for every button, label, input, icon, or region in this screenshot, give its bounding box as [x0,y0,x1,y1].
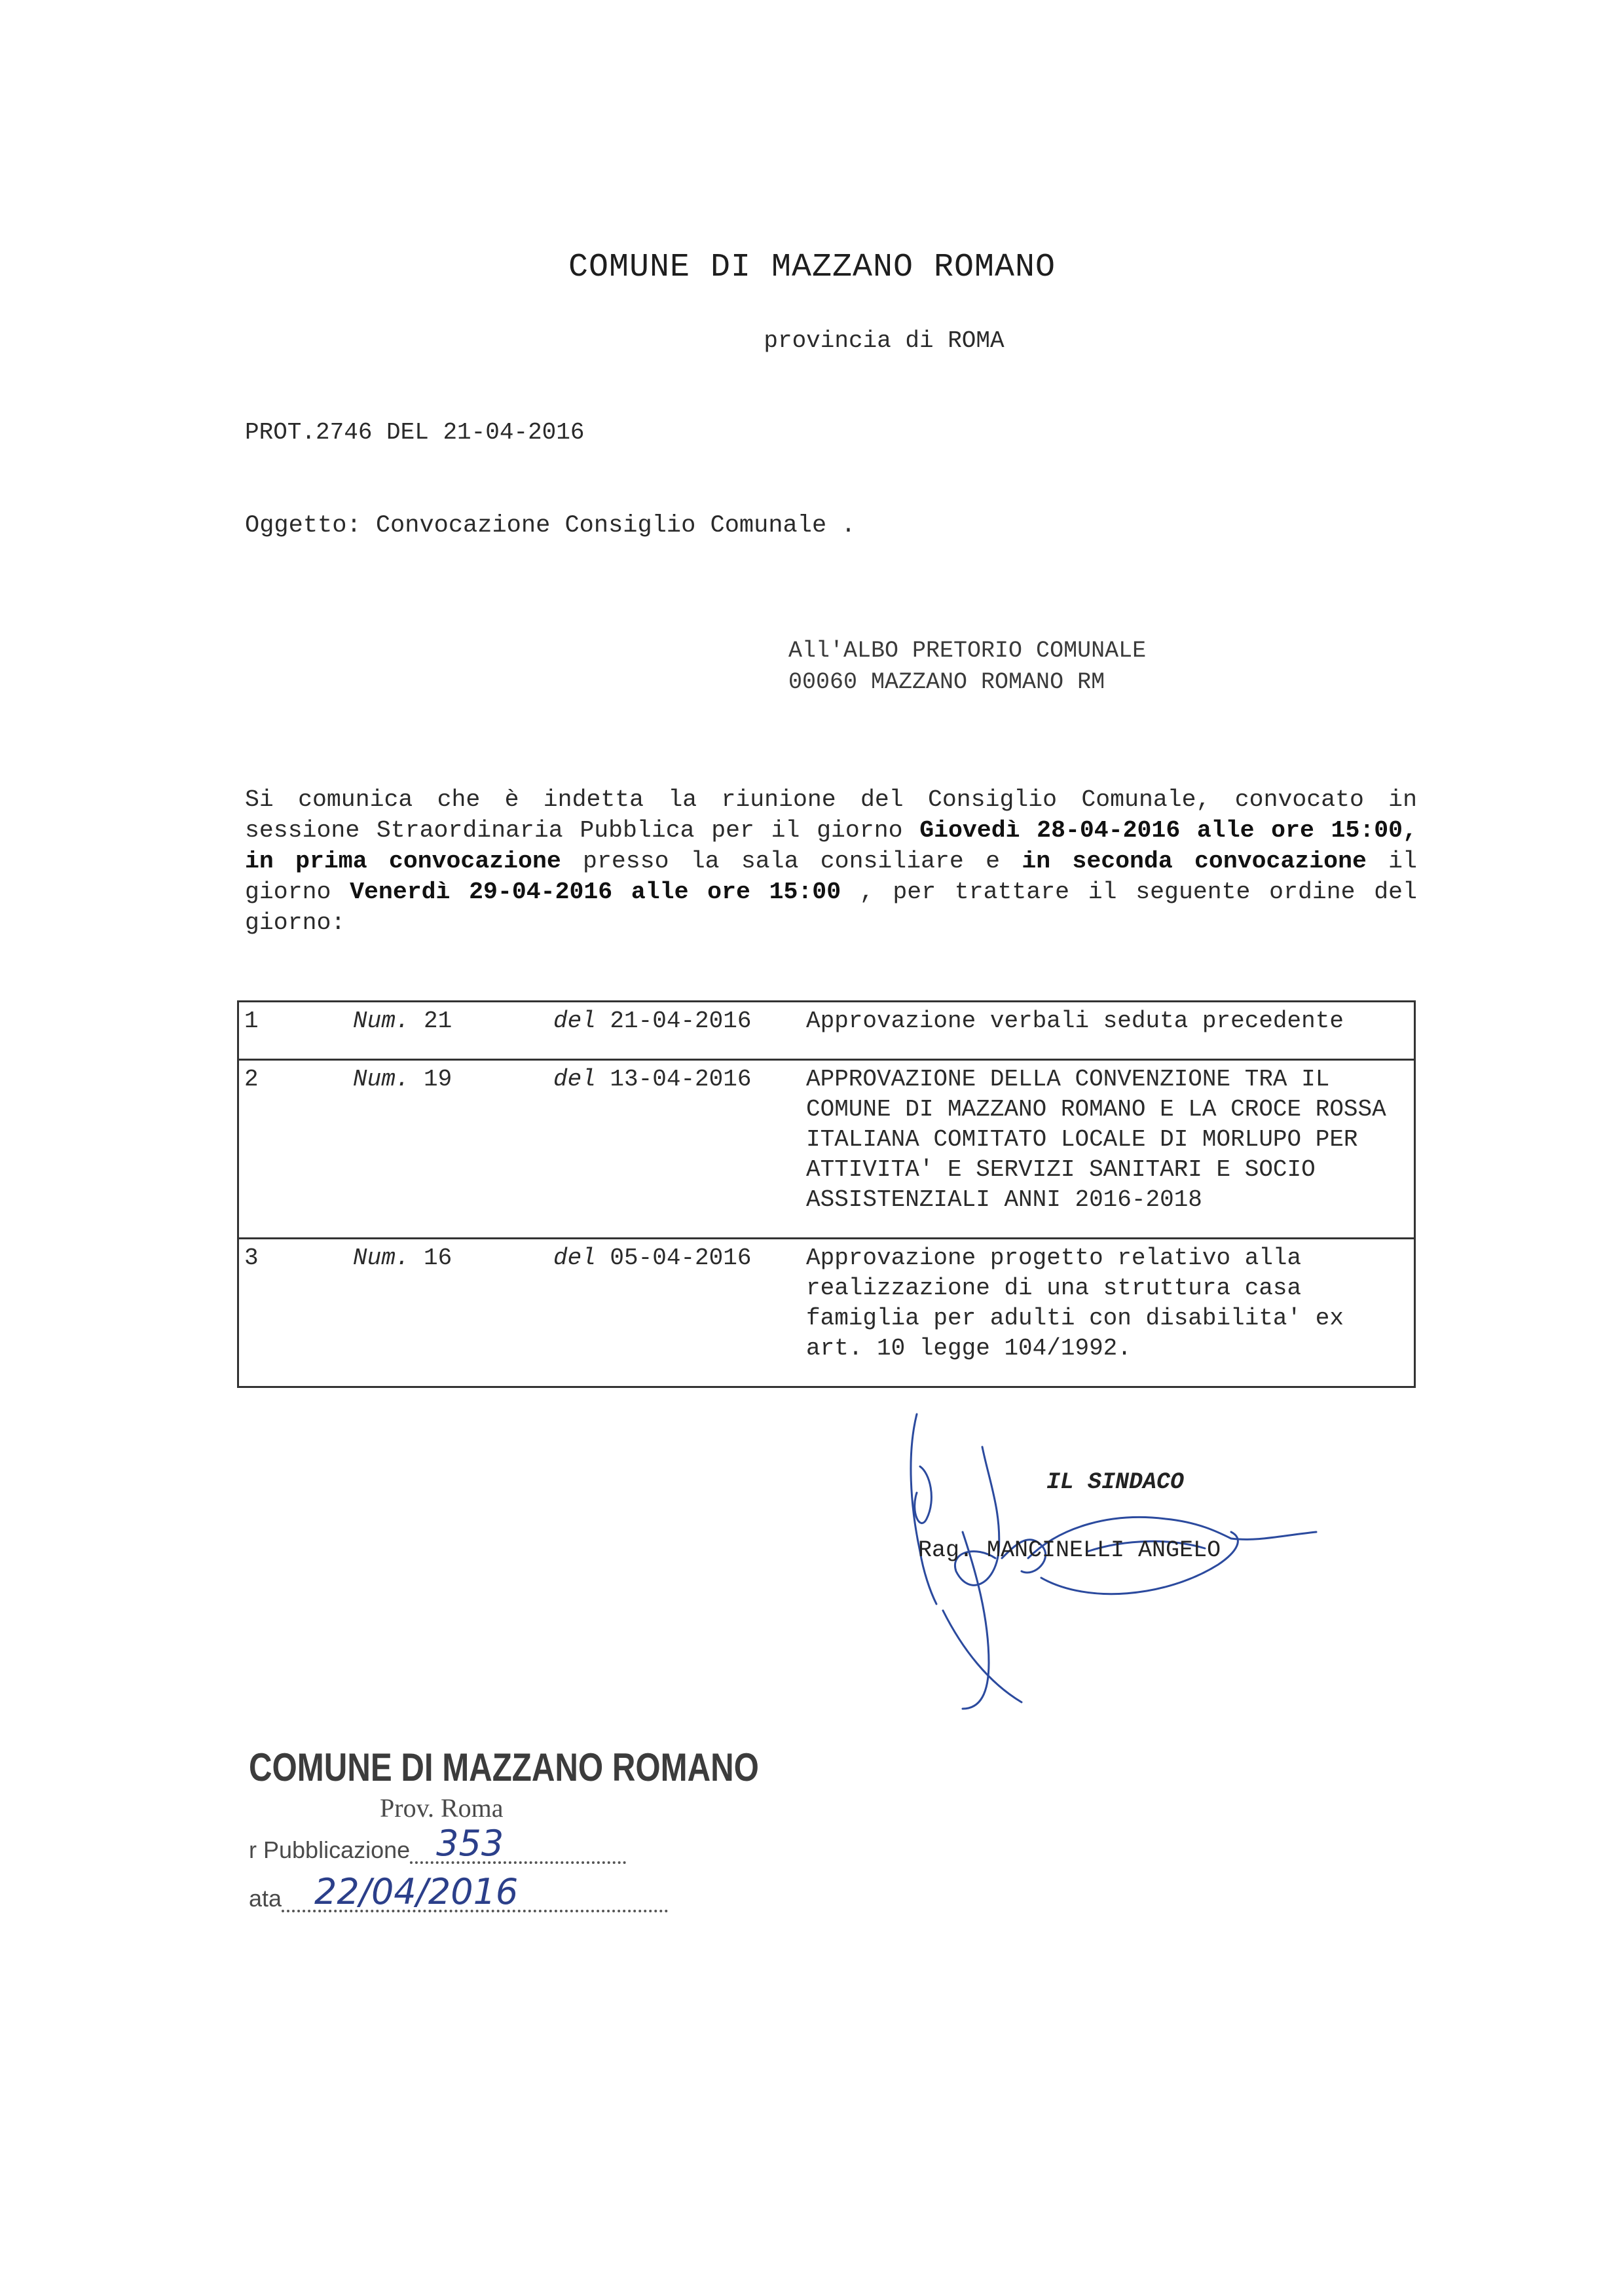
agenda-item-number: 1 [238,1002,348,1060]
num-label: Num. [353,1245,410,1271]
agenda-item-number: 3 [238,1239,348,1387]
agenda-deliberation-number [348,1239,548,1387]
convocation-paragraph [245,784,1417,938]
document-subtitle: provincia di ROMA [764,327,1005,354]
stamp-publication-field [410,1823,626,1864]
second-convocation-label: in seconda convocazione [1022,848,1367,875]
protocol-number: PROT.2746 DEL 21-04-2016 [245,419,585,446]
num-value: 16 [424,1245,452,1271]
first-convocation-date: Giovedì 28-04-2016 alle ore 15:00, in prima convocazione [245,817,1417,875]
agenda-row [238,1060,1415,1239]
addressee-block [788,635,1146,698]
agenda-deliberation-number [348,1002,548,1060]
date-value: 05-04-2016 [610,1245,752,1271]
del-label: del [553,1066,596,1093]
stamp-date-row [249,1873,871,1912]
stamp-date-field [282,1873,668,1912]
agenda-description: APPROVAZIONE DELLA CONVENZIONE TRA IL COMUNE DI MAZZANO ROMANO E LA CROCE ROSSA ITALIANA COMITATO LOCALE DI MORLUPO PER ATTIVITA' E SERVIZI SANITARI E SOCIO ASSISTENZIALI ANNI 2016-2018 [801,1060,1415,1239]
signer-name: Rag. MANCINELLI ANGELO [918,1537,1221,1563]
num-value: 21 [424,1008,452,1034]
body-text-2: presso la sala consiliare e [561,848,1022,875]
publication-stamp [249,1745,871,1912]
agenda-date [548,1002,801,1060]
agenda-table [237,1000,1416,1388]
num-label: Num. [353,1008,410,1034]
agenda-row [238,1239,1415,1387]
body-text-3: il giorno [245,848,1417,905]
num-value: 19 [424,1066,452,1093]
handwritten-signature [891,1401,1349,1768]
body-text-1: Si comunica che è indetta la riunione del Consiglio Comunale, convocato in sessione Straordinaria Pubblica per il giorno [245,786,1417,844]
date-value: 13-04-2016 [610,1066,752,1093]
addressee-line-2: 00060 MAZZANO ROMANO RM [788,669,1105,695]
stamp-province: Prov. Roma [380,1793,504,1823]
agenda-description: Approvazione progetto relativo alla realizzazione di una struttura casa famiglia per adulti con disabilita' ex art. 10 legge 104/1992. [801,1239,1415,1387]
num-label: Num. [353,1066,410,1093]
del-label: del [553,1245,596,1271]
signer-role: IL SINDACO [1046,1469,1185,1495]
second-convocation-date: Venerdì 29-04-2016 alle ore 15:00 [350,879,841,905]
stamp-publication-row [249,1823,871,1864]
addressee-line-1: All'ALBO PRETORIO COMUNALE [788,638,1147,664]
agenda-deliberation-number [348,1060,548,1239]
body-text-4: , per trattare il seguente ordine del giorno: [245,879,1417,936]
del-label: del [553,1008,596,1034]
stamp-date-value: 22/04/2016 [314,1871,519,1912]
stamp-title: COMUNE DI MAZZANO ROMANO [249,1745,759,1789]
document-title: COMUNE DI MAZZANO ROMANO [568,249,1056,286]
agenda-item-number: 2 [238,1060,348,1239]
agenda-description: Approvazione verbali seduta precedente [801,1002,1415,1060]
stamp-publication-number: 353 [436,1823,504,1864]
stamp-date-label: ata [249,1885,282,1912]
date-value: 21-04-2016 [610,1008,752,1034]
stamp-publication-label: r Pubblicazione [249,1836,411,1863]
agenda-row [238,1002,1415,1060]
agenda-date [548,1060,801,1239]
agenda-date [548,1239,801,1387]
subject-line: Oggetto: Convocazione Consiglio Comunale . [245,512,856,539]
